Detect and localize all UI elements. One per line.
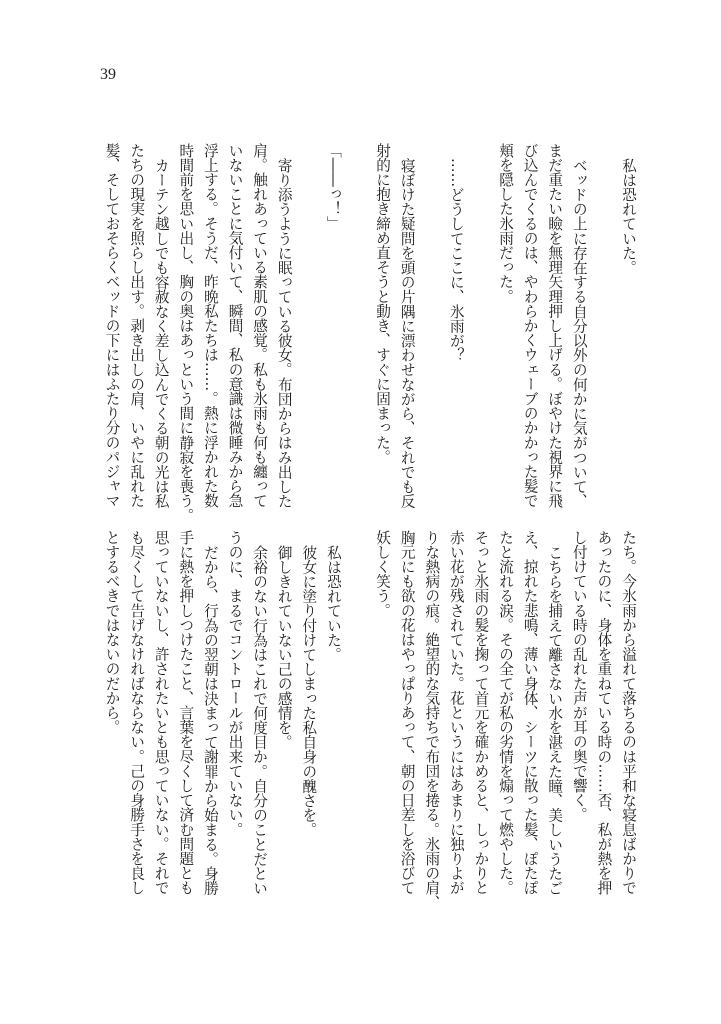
text-line: 時間前を思い出し、胸の奥はあっという間に静寂を喪う。: [177, 143, 195, 523]
blank-line: [345, 143, 370, 511]
text-line: び込んでくるのは、やわらかくウェーブのかかった髪で: [521, 143, 539, 508]
text-line: 御しきれていない己の感情を。: [275, 544, 293, 749]
text-line: 妖しく笑う。: [374, 530, 392, 618]
page-number: 39: [100, 66, 116, 83]
text-line: し付けている時の乱れた声が耳の奥で響く。: [570, 530, 588, 822]
text-line: だから、行為の翌朝は決まって謝罪から始まる。身勝: [201, 544, 219, 895]
text-line: 射的に抱き締め直そうと動き、すぐに固まった。: [374, 143, 392, 465]
text-line: 頬を隠した氷雨だった。: [497, 143, 515, 304]
text-line: 寝ぼけた疑問を頭の片隅に漂わせながら、それでも反: [398, 157, 416, 508]
text-line: 私は恐れていた。: [620, 157, 637, 275]
text-line: え、掠れた悲鳴、薄い身体、シーツに散った髪、ぽたぽ: [521, 530, 539, 895]
text-line: 「――っ！」: [324, 143, 342, 231]
text-line: 余裕のない行為はこれで何度目か。自分のことだとい: [251, 544, 269, 895]
text-line: たちの現実を照らし出す。剥き出しの肩、いやに乱れた: [128, 143, 146, 508]
text-line: 胸元にも欲の花はやっぱりあって、朝の日差しを浴びて: [398, 530, 416, 895]
text-line: あったのに、身体を重ねている時の……否、私が熱を押: [595, 530, 613, 895]
text-line: うのに、まるでコントロールが出来ていない。: [226, 530, 244, 837]
text-line: そっと氷雨の髪を掬って首元を確かめると、しっかりと: [472, 530, 490, 895]
blank-line: [345, 530, 370, 898]
text-line: 肩。触れあっている素肌の感覚。私も氷雨も何も纏って: [251, 143, 269, 508]
text-line: まだ重たい瞼を無理矢理押し上げる。ぼやけた視界に飛: [546, 143, 564, 508]
text-line: 髪、そしておそらくベッドの下にはふたり分のパジャマ: [103, 143, 121, 508]
text-line: 私は恐れていた。: [324, 544, 342, 662]
text-block-lower: [98, 530, 640, 910]
text-line: たち。今氷雨から溢れて落ちるのは平和な寝息ばかりで: [620, 530, 637, 895]
text-line: とするべきではないのだから。: [103, 530, 121, 735]
text-block-upper: [98, 143, 640, 523]
text-line: も尽くして告げなければならない。己の身勝手さを良し: [128, 530, 146, 895]
text-line: 寄り添うように眠っている彼女。布団からはみ出した: [275, 157, 293, 508]
blank-line: [468, 143, 493, 511]
blank-line: [296, 143, 321, 511]
text-line: カーテン越しでも容赦なく差し込んでくる朝の光は私: [152, 157, 170, 508]
text-line: たと流れる涙。その全てが私の劣情を煽って燃やした。: [497, 530, 515, 895]
text-line: ベッドの上に存在する自分以外の何かに気がついて、: [570, 157, 588, 508]
text-line: 彼女に塗り付けてしまった私自身の醜さを。: [300, 544, 318, 837]
text-line: 思っていないし、許されたいとも思っていない。それで: [152, 530, 170, 895]
text-line: 浮上する。そうだ、昨晩私たちは……。熱に浮かれた数: [201, 143, 219, 508]
blank-line: [591, 143, 616, 511]
blank-line: [419, 143, 444, 511]
text-line: 赤い花が残されていた。花というにはあまりに独りよが: [447, 530, 465, 895]
text-line: ……どうしてここに、氷雨が？: [447, 157, 465, 362]
text-line: こちらを捕えて離さない水を湛えた瞳、美しいうたご: [546, 544, 564, 895]
text-line: いないことに気付いて、瞬間、私の意識は微睡みから急: [226, 143, 244, 508]
text-line: りな熱病の痕。絶望的な気持ちで布団を捲る。氷雨の肩、: [423, 530, 441, 910]
text-line: 手に熱を押しつけたこと、言葉を尽くして済む問題とも: [177, 530, 195, 895]
